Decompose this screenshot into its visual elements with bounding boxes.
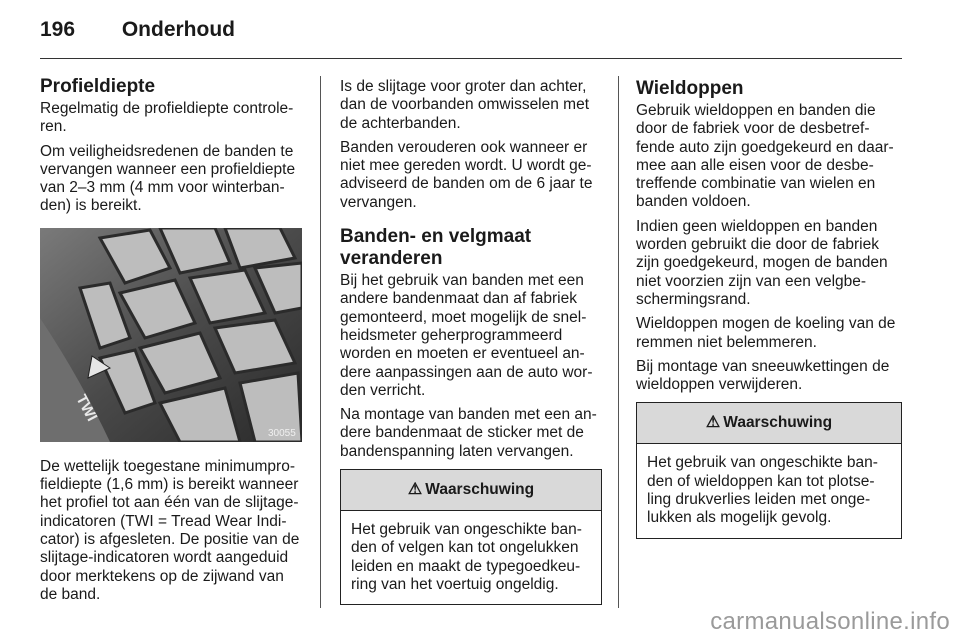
paragraph: Om veiligheidsredenen de banden te vervangen wanneer een profieldiepte van 2–3 mm (4 mm voor winterban-den) is bereikt. — [40, 142, 296, 215]
section-heading-banden-velgmaat: Banden- en velgmaat veranderen — [340, 226, 532, 270]
paragraph: Gebruik wieldoppen en banden die door de fabriek voor de desbetref-fende auto zijn goedgekeurd en daar-mee aan alle eisen voor de desbe-treffende combinatie van wielen en banden voldoen. — [636, 102, 894, 211]
warning-text: Het gebruik van ongeschikte ban-den of wieldoppen kan tot plotse-ling drukverlies leiden met onge-lukken als mogelijk gevolg. — [647, 454, 878, 527]
chapter-title: Onderhoud — [121, 18, 235, 41]
column-3 — [636, 78, 902, 539]
page-header — [40, 18, 235, 42]
warning-header — [341, 470, 601, 511]
column-divider — [618, 76, 619, 608]
column-2 — [340, 78, 602, 605]
paragraph: Is de slijtage voor groter dan achter, dan de voorbanden omwisselen met de achterbanden. — [340, 78, 590, 132]
paragraph: Bij het gebruik van banden met een andere bandenmaat dan af fabriek gemonteerd, moet mogelijk de snel-heidsmeter geherprogrammeerd worden en moeten er eventueel an-dere aanpassingen aan de auto wor-den verricht. — [340, 272, 593, 399]
column-1 — [40, 76, 302, 610]
paragraph: Bij montage van sneeuwkettingen de wieldoppen verwijderen. — [636, 357, 890, 394]
paragraph: Indien geen wieldoppen en banden worden gebruikt die door de fabriek zijn goedgekeurd, mogen de banden niet voorzien zijn van een velgbe-schermingsrand. — [636, 217, 888, 308]
figure-code: 30055 — [268, 427, 296, 439]
warning-icon: ⚠ — [705, 414, 721, 432]
page-number: 196 — [40, 18, 76, 41]
section-heading-profieldiepte: Profieldiepte — [40, 76, 156, 97]
warning-box — [636, 402, 902, 538]
warning-header — [637, 403, 901, 444]
paragraph: Banden verouderen ook wanneer er niet mee gereden wordt. U wordt ge-adviseerd de banden om de 6 jaar te vervangen. — [340, 138, 593, 211]
tire-tread-photo — [40, 228, 302, 442]
section-heading-wieldoppen: Wieldoppen — [636, 78, 744, 99]
warning-icon: ⚠ — [407, 480, 423, 498]
header-rule — [40, 58, 902, 59]
warning-box — [340, 469, 602, 605]
watermark: carmanualsonline.info — [710, 608, 950, 635]
twi-marking: TWI — [72, 391, 101, 424]
paragraph: Wieldoppen mogen de koeling van de remmen niet belemmeren. — [636, 315, 896, 351]
warning-text: Het gebruik van ongeschikte ban-den of velgen kan tot ongelukken leiden en maakt de typegoedkeu-ring van het voertuig ongeldig. — [351, 521, 582, 593]
paragraph: De wettelijk toegestane minimumpro-fieldiepte (1,6 mm) is bereikt wanneer het profiel tot aan één van de slijtage-indicatoren (TWI = Tread Wear Indi-cator) is afgesleten. De positie van de slijtage-indicatoren wordt aangeduid door merktekens op de zijwand van de band. — [40, 457, 300, 603]
column-divider — [320, 76, 321, 608]
warning-title: Waarschuwing — [425, 480, 535, 498]
paragraph: Regelmatig de profieldiepte controle-ren. — [40, 100, 294, 136]
warning-title: Waarschuwing — [723, 414, 833, 432]
paragraph: Na montage van banden met een an-dere bandenmaat de sticker met de bandenspanning laten vervangen. — [340, 406, 597, 460]
